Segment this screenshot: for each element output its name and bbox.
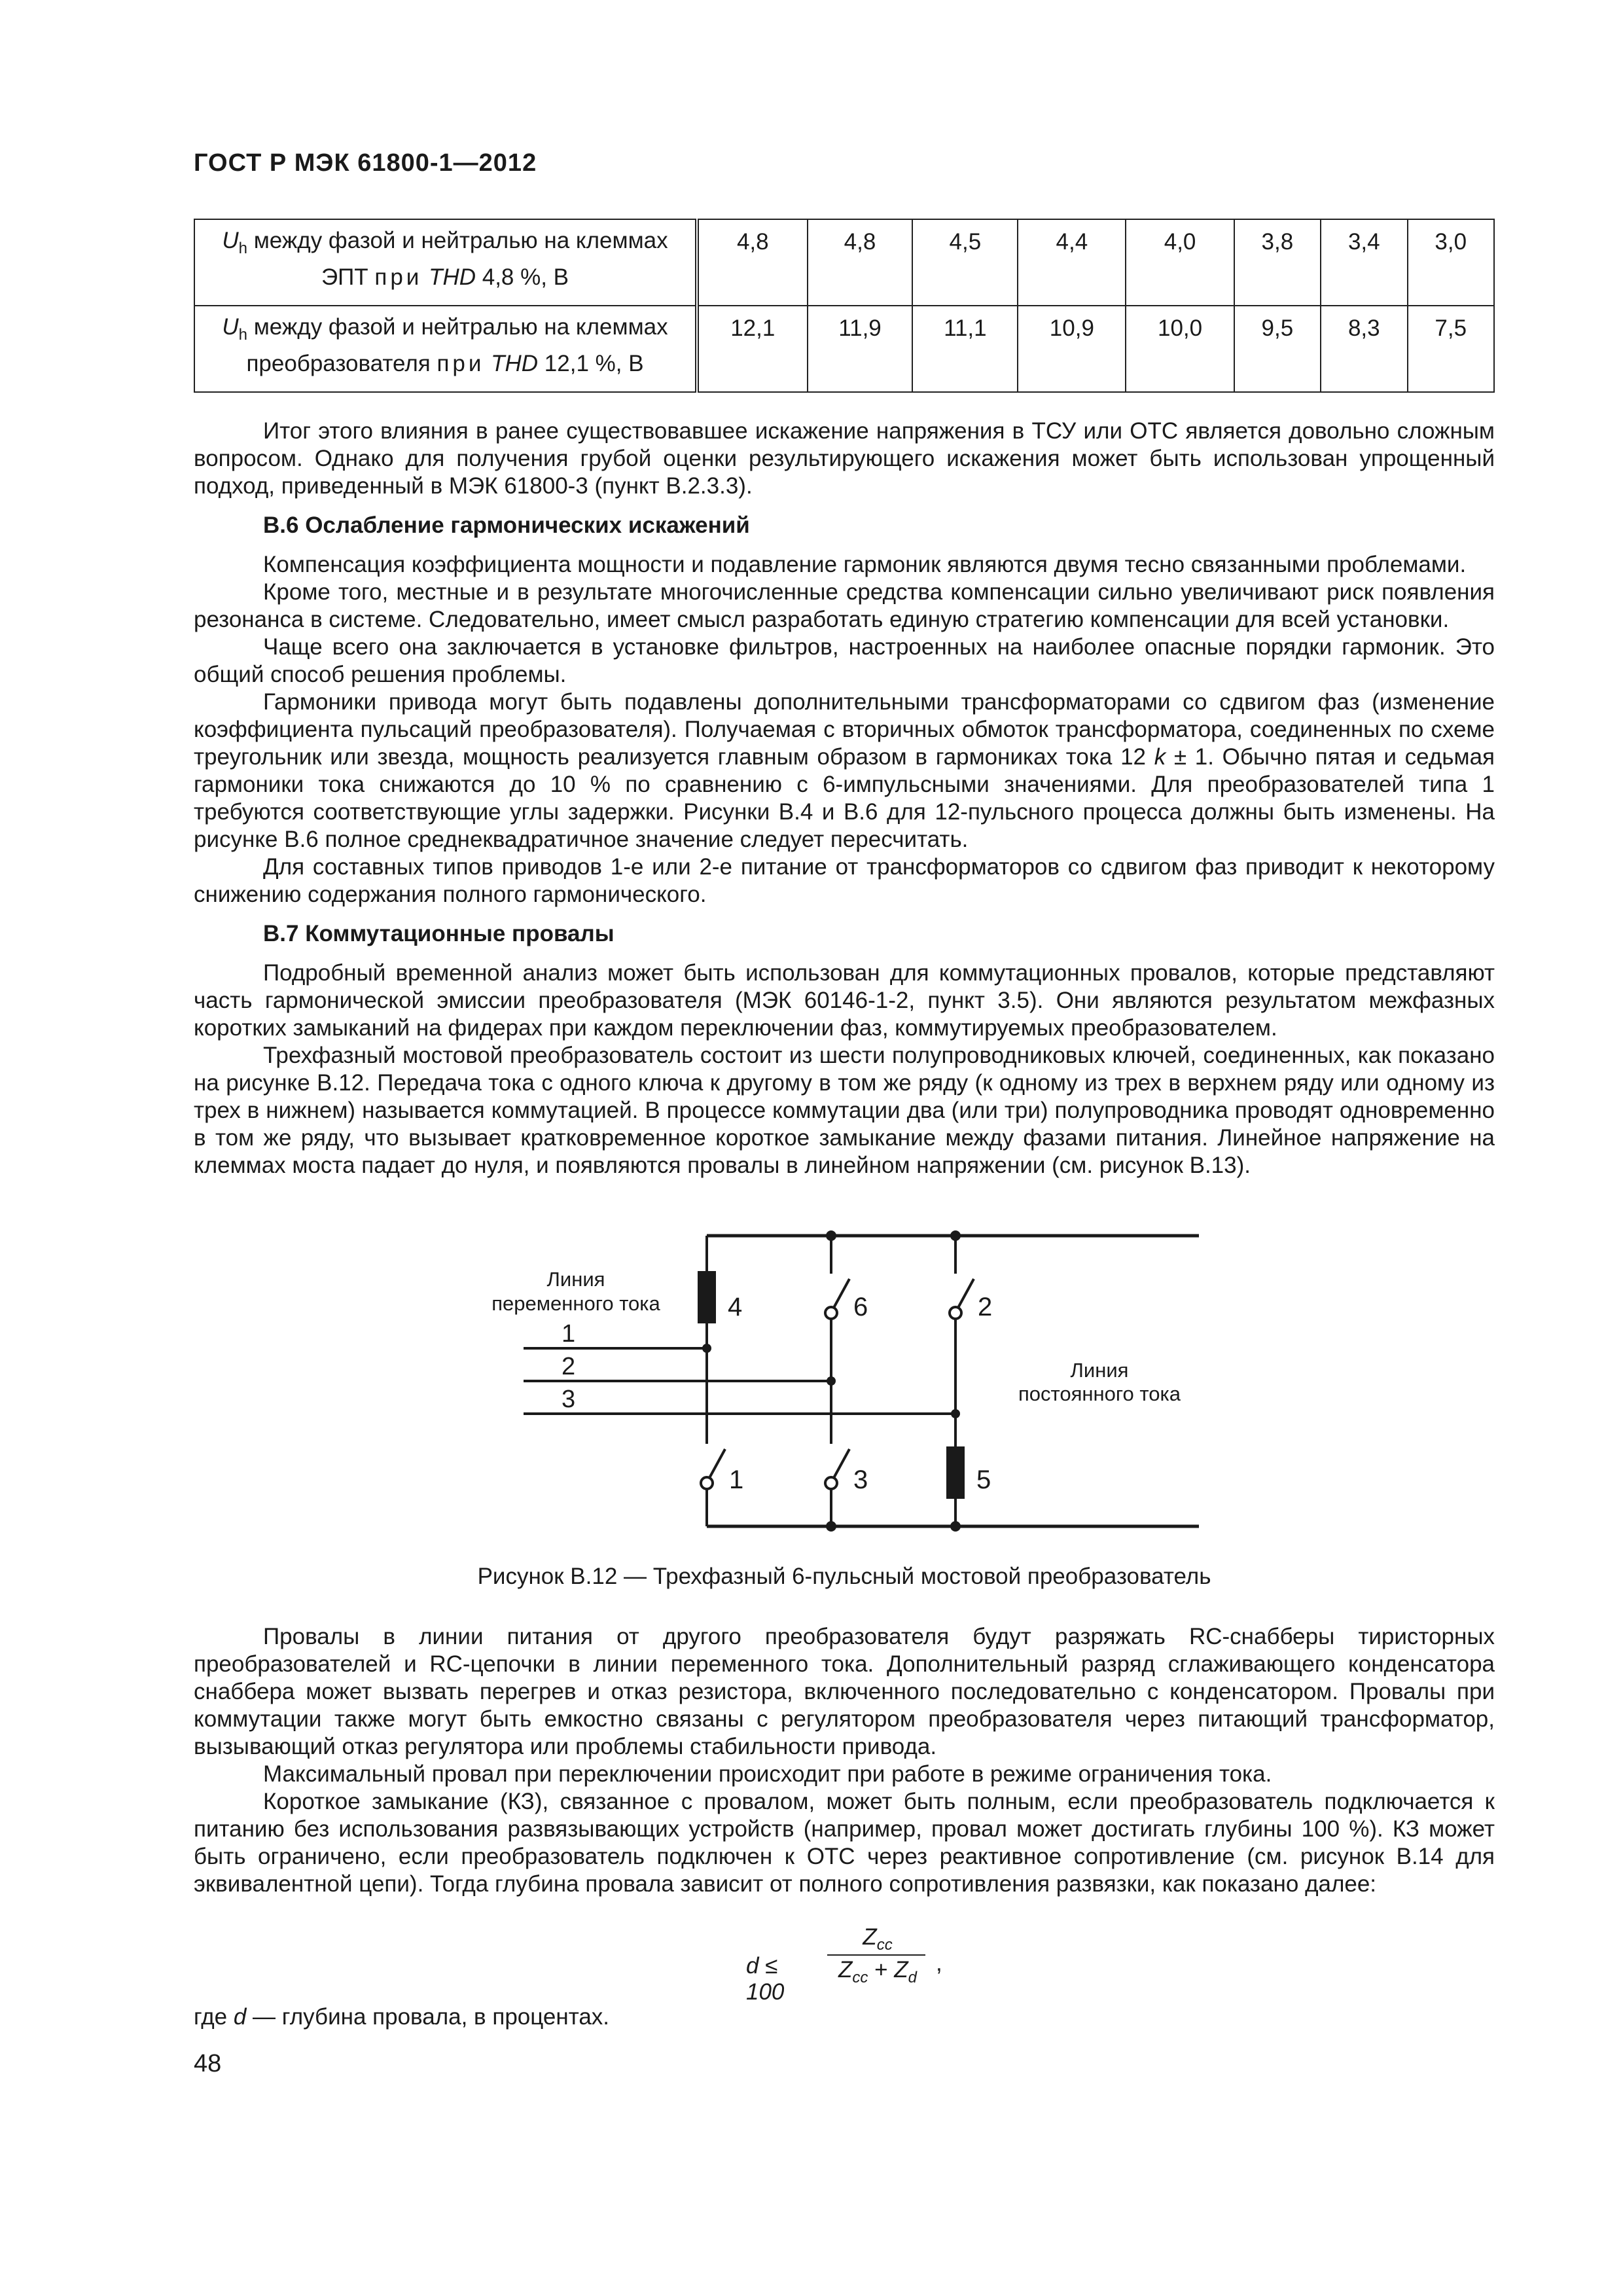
figure-caption: Рисунок В.12 — Трехфазный 6-пульсный мостовой преобразователь: [477, 1564, 1211, 1589]
switch-label-6: 6: [853, 1293, 868, 1321]
table-cell: 4,8: [808, 219, 913, 306]
paragraph: Гармоники привода могут быть подавлены дополнительными трансформаторами со сдвигом фаз (изменение коэффициента пульсаций преобразователя). Получаемая с вторичных обмоток трансформатора, соединенных по схеме треугольник или звезда, мощность реализуется главным образом в гармониках тока 12 k ± 1. Обычно пятая и седьмая гармоники тока снижаются до 10 % по сравнению с 6-импульсными значениями. Для преобразователей типа 1 требуются соответствующие углы задержки. Рисунки В.4 и В.6 для 12-пульсного процесса должны быть изменены. На рисунке В.6 полное среднеквадратичное значение следует пересчитать.: [194, 689, 1495, 852]
section-heading-b7: В.7 Коммутационные провалы: [263, 921, 615, 946]
paragraph: Провалы в линии питания от другого преобразователя будут разряжать RC-снабберы тиристорных преобразователей и RC-цепочки в линии переменного тока. Дополнительный разряд сглаживающего конденсатора снаббера может вызвать перегрев и отказ резистора, включенного последовательно с конденсатором. Провалы при коммутации также могут быть емкостно связаны с регулятором преобразователя через питающий трансформатор, вызывающий отказ регулятора или проблемы стабильности привода.: [194, 1624, 1495, 1759]
paragraph: Короткое замыкание (КЗ), связанное с провалом, может быть полным, если преобразователь подключается к питанию без использования развязывающих устройств (например, провал может достигать глубины 100 %). КЗ может быть ограничено, если преобразователь подключен к ОТС через реактивное сопротивление (см. рисунок В.14 для эквивалентной цепи). Тогда глубина провала зависит от полного сопротивления развязки, как показано далее:: [194, 1789, 1495, 1897]
paragraph: Компенсация коэффициента мощности и подавление гармоник являются двумя тесно связанными проблемами.: [263, 552, 1467, 577]
row-label: $U_h$ между фазой и нейтралью на клеммах ЭПТ при THD 4,8 %, В: [194, 219, 697, 306]
dc-line-label-2: постоянного тока: [1018, 1382, 1181, 1405]
thyristor-5: [946, 1446, 965, 1499]
formula-lhs: d ≤ 100: [746, 1953, 785, 2005]
paragraph: Чаще всего она заключается в установке фильтров, настроенных на наиболее опасные порядки гармоник. Это общий способ решения проблемы.: [194, 634, 1495, 687]
paragraph: Максимальный провал при переключении происходит при работе в режиме ограничения тока.: [263, 1761, 1272, 1787]
paragraph: Кроме того, местные и в результате многочисленные средства компенсации сильно увеличивают риск появления резонанса в системе. Следовательно, имеет смысл разработать единую стратегию компенсации для всей установки.: [194, 579, 1495, 632]
ac-line-label-1: Линия: [546, 1268, 605, 1291]
switch-label-4: 4: [728, 1293, 743, 1321]
switch-label-2: 2: [978, 1293, 993, 1321]
phase-label-1: 1: [562, 1320, 576, 1348]
paragraph: Подробный временной анализ может быть использован для коммутационных провалов, которые представляют часть гармонической эмиссии преобразователя (МЭК 60146-1-2, пункт 3.5). Они являются результатом межфазных коротких замыканий на фидерах при каждом переключении фаз, коммутируемых преобразователем.: [194, 960, 1495, 1041]
row-label: $U_h$ между фазой и нейтралью на клеммах преобразователя при THD 12,1 %, В: [194, 306, 697, 392]
table-cell: 4,8: [697, 219, 808, 306]
table-cell: 11,1: [912, 306, 1018, 392]
junction-dot: [702, 1344, 711, 1353]
thyristor-4: [698, 1271, 716, 1323]
table-cell: 3,0: [1408, 219, 1494, 306]
table-cell: 8,3: [1321, 306, 1407, 392]
switch-label-1: 1: [729, 1465, 744, 1494]
table-cell: 10,9: [1018, 306, 1126, 392]
junction-dot: [950, 1521, 961, 1532]
section-heading-b6: В.6 Ослабление гармонических искажений: [263, 512, 750, 538]
junction-dot: [826, 1230, 836, 1241]
table-cell: 11,9: [808, 306, 913, 392]
table-row: [194, 219, 1494, 306]
table-cell: 4,0: [1126, 219, 1234, 306]
junction-dot: [950, 1230, 961, 1241]
phase-label-2: 2: [562, 1353, 576, 1380]
junction-dot: [827, 1376, 836, 1386]
table-cell: 4,4: [1018, 219, 1126, 306]
table-cell: 10,0: [1126, 306, 1234, 392]
junction-dot: [826, 1521, 836, 1532]
body-text-section-a: [194, 418, 1495, 1179]
phase-label-3: 3: [562, 1386, 576, 1413]
values-table: [194, 219, 1495, 393]
formula-explanation: где d — глубина провала, в процентах.: [194, 2004, 610, 2030]
bridge-converter-diagram: [452, 1217, 1217, 1545]
page-header: ГОСТ Р МЭК 61800-1—2012: [194, 149, 537, 177]
switch-label-3: 3: [853, 1465, 868, 1494]
table-cell: 3,8: [1234, 219, 1321, 306]
body-text-section-b: [194, 1623, 1495, 1898]
page-number: 48: [194, 2050, 222, 2077]
formula-fraction: $Z_{cc}$ $Z_{cc} + Z_d$: [819, 1924, 936, 1987]
paragraph: Трехфазный мостовой преобразователь состоит из шести полупроводниковых ключей, соединенных, как показано на рисунке В.12. Передача тока с одного ключа к другому в том же ряду (к одному из трех в верхнем ряду или одному из трех в нижнем) называется коммутацией. В процессе коммутации два (или три) полупроводника проводят одновременно в том же ряду, что вызывает кратковременное короткое замыкание между фазами питания. Линейное напряжение на клеммах моста падает до нуля, и появляются провалы в линейном напряжении (см. рисунок В.13).: [194, 1043, 1495, 1178]
dc-line-label-1: Линия: [1070, 1359, 1129, 1382]
table-cell: 3,4: [1321, 219, 1407, 306]
ac-line-label-2: переменного тока: [491, 1292, 660, 1315]
paragraph: Для составных типов приводов 1-е или 2-е питание от трансформаторов со сдвигом фаз приводит к некоторому снижению содержания полного гармонического.: [194, 854, 1495, 907]
switch-label-5: 5: [976, 1465, 991, 1494]
table-cell: 9,5: [1234, 306, 1321, 392]
table-cell: 12,1: [697, 306, 808, 392]
table-row: [194, 306, 1494, 392]
table-cell: 4,5: [912, 219, 1018, 306]
paragraph: Итог этого влияния в ранее существовавшее искажение напряжения в ТСУ или ОТС является довольно сложным вопросом. Однако для получения грубой оценки результирующего искажения может быть использован упрощенный подход, приведенный в МЭК 61800-3 (пункт В.2.3.3).: [194, 418, 1495, 499]
junction-dot: [951, 1409, 960, 1418]
table-cell: 7,5: [1408, 306, 1494, 392]
